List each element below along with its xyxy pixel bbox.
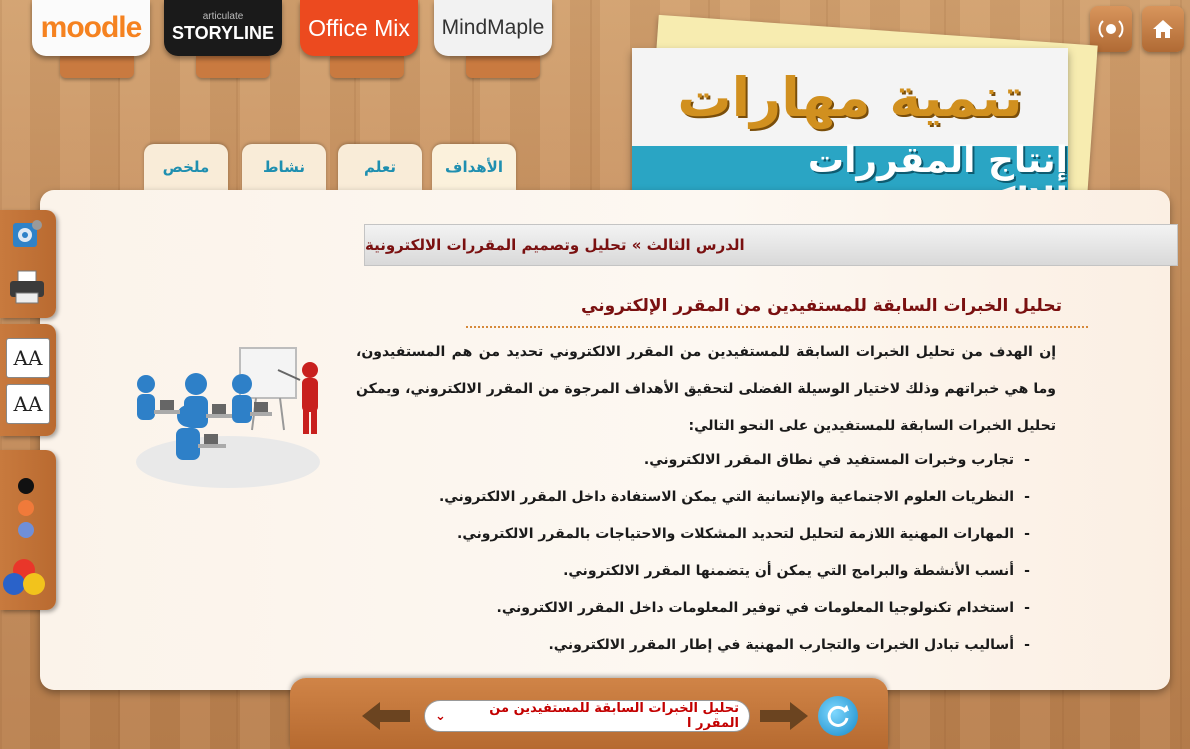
settings-icon xyxy=(9,217,45,253)
next-button[interactable] xyxy=(758,698,810,734)
classroom-illustration-icon xyxy=(128,344,328,492)
font-larger-button[interactable]: AA xyxy=(6,338,50,378)
font-smaller-button[interactable]: AA xyxy=(6,384,50,424)
page-select-dropdown[interactable] xyxy=(424,700,750,732)
storyline-link[interactable] xyxy=(164,0,282,56)
moodle-link[interactable] xyxy=(32,0,150,56)
storyline-logo-text: STORYLINE xyxy=(171,23,274,43)
logo-peg xyxy=(466,56,540,78)
list-item: - أنسب الأنشطة والبرامج التي يمكن أن يتضمنها المقرر الالكتروني. xyxy=(356,553,1036,590)
color-palette-icon[interactable] xyxy=(2,556,48,598)
print-button[interactable] xyxy=(6,268,48,306)
logo-peg xyxy=(330,56,404,78)
breadcrumb-text: الدرس الثالث » تحليل وتصميم المقررات الالكترونية xyxy=(365,236,745,254)
color-blue-option[interactable] xyxy=(18,522,34,538)
tab-objectives[interactable]: الأهداف xyxy=(432,144,516,190)
office-mix-logo-text: Office Mix xyxy=(308,14,410,41)
course-title-line1: تنمية مهارات xyxy=(677,65,1023,129)
course-title-line2: إنتاج المقررات xyxy=(632,146,1068,216)
logo-peg xyxy=(196,56,270,78)
moodle-logo-text: moodle xyxy=(40,11,142,44)
printer-icon xyxy=(8,269,46,305)
settings-button[interactable] xyxy=(6,216,48,254)
color-orange-option[interactable] xyxy=(18,500,34,516)
office-mix-link[interactable] xyxy=(300,0,418,56)
list-item: - المهارات المهنية اللازمة لتحليل لتحديد المشكلات والاحتياجات بالمقرر الالكتروني. xyxy=(356,516,1036,553)
chevron-down-icon: ⌄ xyxy=(435,708,446,724)
bullet-list xyxy=(356,442,1036,664)
logo-peg xyxy=(60,56,134,78)
home-icon xyxy=(1150,16,1176,42)
section-divider xyxy=(466,326,1088,328)
tab-activity[interactable]: نشاط xyxy=(242,144,326,190)
intro-paragraph: إن الهدف من تحليل الخبرات السابقة للمستفيدين من المقرر الالكتروني تحديد من هم المستفيدون، وما هي خبراتهم وذلك لاختيار الوسيلة الفضلى لتحقيق الأهداف المرجوة من المقرر الالكتروني، ويمكن تحليل الخبرات السابقة للمستفيدين على النحو التالي: xyxy=(356,344,1056,434)
refresh-icon xyxy=(824,702,852,730)
list-item: - أساليب تبادل الخبرات والتجارب المهنية في إطار المقرر الالكتروني. xyxy=(356,627,1036,664)
arrow-right-icon xyxy=(758,700,810,732)
breadcrumb xyxy=(364,224,1178,266)
previous-button[interactable] xyxy=(360,698,412,734)
list-item: - تجارب وخبرات المستفيد في نطاق المقرر الالكتروني. xyxy=(356,442,1036,479)
list-item: - النظريات العلوم الاجتماعية والإنسانية التي يمكن الاستفادة داخل المقرر الالكتروني. xyxy=(356,479,1036,516)
mindmaple-logo-text: MindMaple xyxy=(441,16,545,39)
list-item: - استخدام تكنولوجيا المعلومات في توفير المعلومات داخل المقرر الالكتروني. xyxy=(356,590,1036,627)
mindmaple-link[interactable] xyxy=(434,0,552,56)
color-black-option[interactable] xyxy=(18,478,34,494)
arrow-left-icon xyxy=(360,700,412,732)
storyline-brand-small: articulate xyxy=(202,11,244,22)
page-select-value: تحليل الخبرات السابقة للمستفيدين من المقرر ا xyxy=(489,701,739,731)
refresh-button[interactable] xyxy=(818,696,858,736)
tab-summary[interactable]: ملخص xyxy=(144,144,228,190)
tab-learn[interactable]: تعلم xyxy=(338,144,422,190)
audio-icon xyxy=(1098,16,1124,42)
home-button[interactable] xyxy=(1142,6,1184,52)
section-title: تحليل الخبرات السابقة للمستفيدين من المقرر الإلكتروني xyxy=(581,296,1062,316)
